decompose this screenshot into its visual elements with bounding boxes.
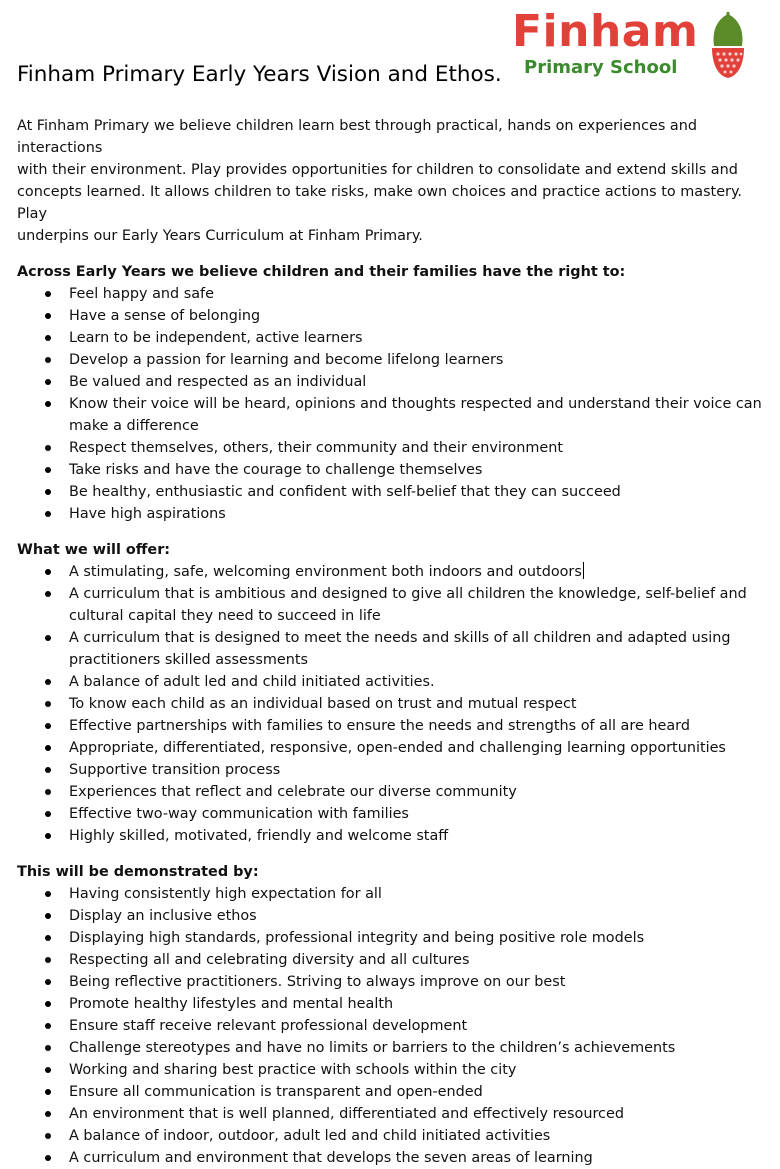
list-item [17,561,773,583]
intro-paragraph: At Finham Primary we believe children learn best through practical, hands on experiences and interactions with their environment. Play provides opportunities for children to consolidate and extend skills and concepts learned. It allows children to take risks, make own choices and practice actions to mastery. Play underpins our Early Years Curriculum at Finham Primary. [17,118,743,244]
list-item: Effective two-way communication with families [17,803,773,825]
list-item: Appropriate, differentiated, responsive, open-ended and challenging learning opportunities [17,737,773,759]
list-item: Displaying high standards, professional integrity and being positive role models [17,927,773,949]
list-item: Supportive transition process [17,759,773,781]
list-item-text: A stimulating, safe, welcoming environment both indoors and outdoors [69,564,582,580]
list-item: Learn to be independent, active learners [17,327,773,349]
offer-list [17,561,773,847]
page-title: Finham Primary Early Years Vision and Ethos. [17,62,502,87]
list-item: Effective partnerships with families to ensure the needs and strengths of all are heard [17,715,773,737]
text-cursor [583,562,584,579]
section-heading-demonstrated: This will be demonstrated by: [17,864,259,880]
list-item: Display an inclusive ethos [17,905,773,927]
list-item: A curriculum that is designed to meet the needs and skills of all children and adapted using practitioners skilled assessments [17,627,773,671]
list-item: A balance of indoor, outdoor, adult led and child initiated activities [17,1125,773,1147]
section-heading-rights: Across Early Years we believe children and their families have the right to: [17,264,626,280]
list-item: Highly skilled, motivated, friendly and welcome staff [17,825,773,847]
list-item: Challenge stereotypes and have no limits or barriers to the children’s achievements [17,1037,773,1059]
logo-name: Finham [512,6,699,57]
document-body [17,115,773,1169]
list-item: Have high aspirations [17,503,773,525]
list-item: Be healthy, enthusiastic and confident with self-belief that they can succeed [17,481,773,503]
list-item: Ensure staff receive relevant professional development [17,1015,773,1037]
list-item: Working and sharing best practice with schools within the city [17,1059,773,1081]
list-item: Take risks and have the courage to challenge themselves [17,459,773,481]
logo-subtitle: Primary School [524,57,678,78]
list-item: To know each child as an individual based on trust and mutual respect [17,693,773,715]
school-logo [512,6,762,82]
rights-list [17,283,773,525]
list-item: Be valued and respected as an individual [17,371,773,393]
list-item: A balance of adult led and child initiated activities. [17,671,773,693]
list-item: Experiences that reflect and celebrate our diverse community [17,781,773,803]
section-heading-offer: What we will offer: [17,542,171,558]
list-item: An environment that is well planned, differentiated and effectively resourced [17,1103,773,1125]
list-item: Develop a passion for learning and become lifelong learners [17,349,773,371]
list-item: Being reflective practitioners. Striving to always improve on our best [17,971,773,993]
list-item: Respect themselves, others, their community and their environment [17,437,773,459]
list-item: Respecting all and celebrating diversity and all cultures [17,949,773,971]
acorn-icon [708,12,748,80]
list-item: Having consistently high expectation for all [17,883,773,905]
list-item: Feel happy and safe [17,283,773,305]
list-item: Know their voice will be heard, opinions and thoughts respected and understand their voice can make a difference [17,393,773,437]
list-item: A curriculum that is ambitious and designed to give all children the knowledge, self-belief and cultural capital they need to succeed in life [17,583,773,627]
list-item: Have a sense of belonging [17,305,773,327]
list-item: Ensure all communication is transparent and open-ended [17,1081,773,1103]
list-item: A curriculum and environment that develops the seven areas of learning [17,1147,773,1169]
list-item: Promote healthy lifestyles and mental health [17,993,773,1015]
demonstrated-list [17,883,773,1169]
